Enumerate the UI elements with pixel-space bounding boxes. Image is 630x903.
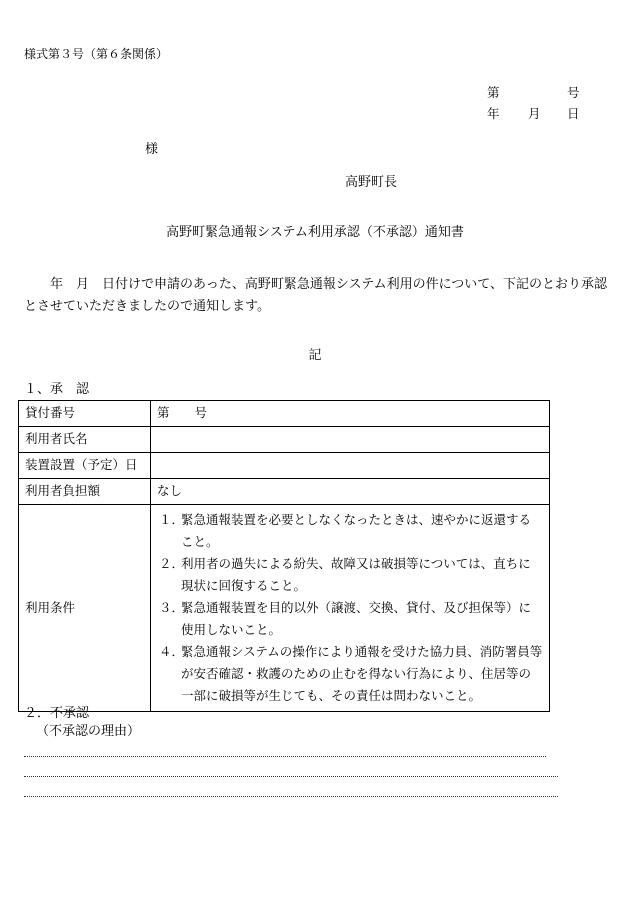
row-value: [151, 453, 550, 479]
reason-line: [24, 796, 558, 797]
date-month: 月: [528, 106, 541, 121]
rejection-reason-label: （不承認の理由）: [36, 724, 141, 739]
row-label: 貸付番号: [19, 401, 151, 427]
condition-number: ２．: [159, 556, 185, 571]
doc-number-prefix: 第: [487, 85, 500, 100]
condition-item: [159, 597, 543, 641]
condition-item: [159, 509, 543, 553]
condition-number: １．: [159, 512, 185, 527]
body-text: 年 月 日付けで申請のあった、高野町緊急通報システム利用の件について、下記のとおり承認とさせていただきましたので通知します。: [24, 277, 608, 314]
section-rejection-heading: ２．不承認: [24, 706, 90, 721]
row-label: 利用者負担額: [19, 479, 151, 505]
condition-number: ３．: [159, 600, 185, 615]
row-label: 利用者氏名: [19, 427, 151, 453]
doc-number-suffix: 号: [567, 85, 580, 100]
approval-table: [18, 400, 550, 712]
addressee-suffix: 様: [145, 142, 159, 157]
row-value: [151, 427, 550, 453]
condition-text: 利用者の過失による紛失、故障又は破損等については、直ちに現状に回復すること。: [181, 556, 531, 593]
table-row: [19, 479, 550, 505]
reason-line: [24, 756, 546, 757]
issuer: 高野町長: [345, 175, 398, 190]
condition-item: [159, 641, 543, 707]
reason-line: [24, 776, 558, 777]
row-value: なし: [151, 479, 550, 505]
table-row: [19, 453, 550, 479]
document-title: 高野町緊急通報システム利用承認（不承認）通知書: [166, 225, 464, 240]
condition-text: 緊急通報装置を必要としなくなったときは、速やかに返還すること。: [181, 512, 532, 549]
row-label: 装置設置（予定）日: [19, 453, 151, 479]
condition-number: ４．: [159, 644, 185, 659]
conditions-label: 利用条件: [19, 505, 151, 712]
form-number: 様式第３号（第６条関係）: [24, 47, 169, 61]
table-row-conditions: [19, 505, 550, 712]
section-approval-heading: １、承 認: [24, 382, 90, 397]
condition-text: 緊急通報システムの操作により通報を受けた協力員、消防署員等が安否確認・救護のための止むを得ない行為により、住居等の一部に破損等が生じても、その責任は問わないこと。: [181, 644, 543, 703]
condition-item: [159, 553, 543, 597]
condition-text: 緊急通報装置を目的以外（譲渡、交換、貸付、及び担保等）に使用しないこと。: [181, 600, 532, 637]
ki-heading: 記: [308, 348, 322, 363]
date-year: 年: [487, 106, 500, 121]
table-row: [19, 427, 550, 453]
conditions-list: [151, 505, 550, 712]
row-value: 第 号: [151, 401, 550, 427]
date-day: 日: [567, 106, 580, 121]
table-row: [19, 401, 550, 427]
